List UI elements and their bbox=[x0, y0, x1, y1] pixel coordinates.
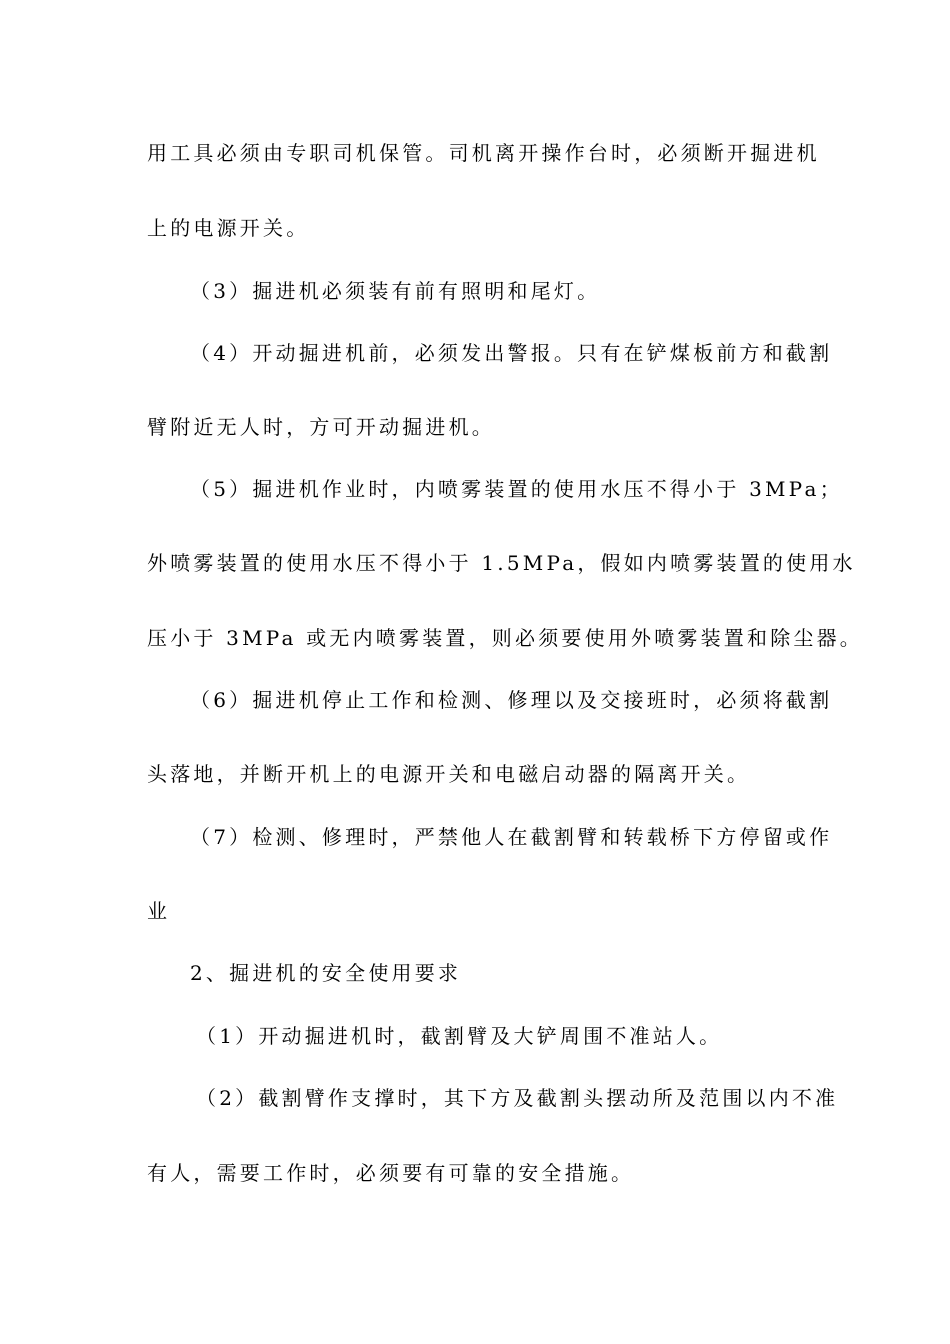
text-line: 上的电源开关。 bbox=[147, 216, 310, 240]
section-heading: 2、掘进机的安全使用要求 bbox=[190, 961, 462, 985]
list-item: （7）检测、修理时，严禁他人在截割臂和转载桥下方停留或作 bbox=[190, 825, 833, 849]
text-line: 有人，需要工作时，必须要有可靠的安全措施。 bbox=[147, 1161, 635, 1185]
text-line: 臂附近无人时，方可开动掘进机。 bbox=[147, 415, 495, 439]
list-item: （2）截割臂作支撑时，其下方及截割头摆动所及范围以内不准 bbox=[196, 1086, 839, 1110]
text-line: 业 bbox=[147, 899, 171, 923]
list-item: （3）掘进机必须装有前有照明和尾灯。 bbox=[190, 279, 601, 303]
text-line: 压小于 3MPa 或无内喷雾装置，则必须要使用外喷雾装置和除尘器。 bbox=[147, 626, 863, 650]
list-item: （6）掘进机停止工作和检测、修理以及交接班时，必须将截割 bbox=[190, 688, 833, 712]
text-line: 头落地，并断开机上的电源开关和电磁启动器的隔离开关。 bbox=[147, 762, 751, 786]
list-item: （4）开动掘进机前，必须发出警报。只有在铲煤板前方和截割 bbox=[190, 341, 833, 365]
text-line: 外喷雾装置的使用水压不得小于 1.5MPa，假如内喷雾装置的使用水 bbox=[147, 551, 856, 575]
list-item: （1）开动掘进机时，截割臂及大铲周围不准站人。 bbox=[196, 1024, 723, 1048]
text-line: 用工具必须由专职司机保管。司机离开操作台时，必须断开掘进机 bbox=[147, 141, 820, 165]
list-item: （5）掘进机作业时，内喷雾装置的使用水压不得小于 3MPa； bbox=[190, 477, 843, 501]
